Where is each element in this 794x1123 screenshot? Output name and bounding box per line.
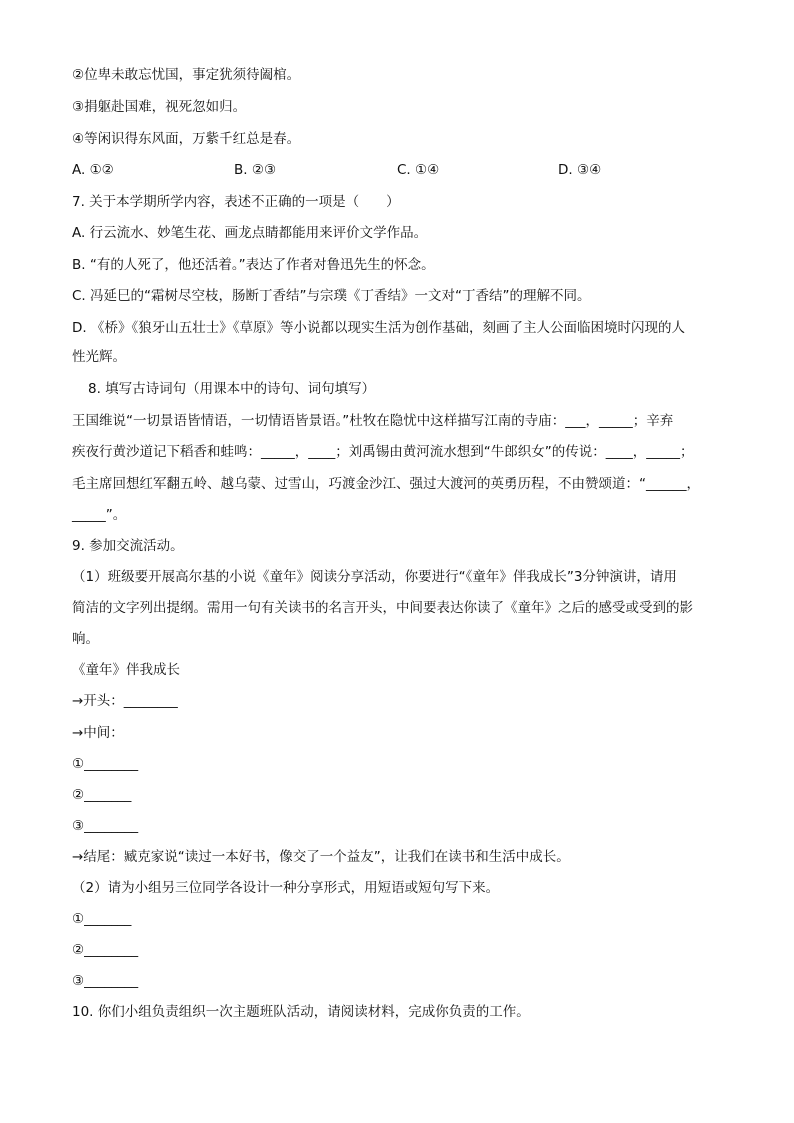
q9-part1-line-2: 简洁的文字列出提纲。需用一句有关读书的名言开头，中间要表达你读了《童年》之后的感受或受到的影 [72,600,693,616]
q9-part2-point-2: ②________ [72,942,139,958]
q7-stem: 7. 关于本学期所学内容，表述不正确的一项是（ ） [72,194,400,210]
q9-stem: 9. 参加交流活动。 [72,538,184,554]
q6-option-b: B. ②③ [234,162,277,178]
q9-outline-point-1: ①________ [72,756,139,772]
q7-option-d-cont: 性光辉。 [72,349,126,365]
q6-option-d: D. ③④ [558,162,602,178]
q9-part1-line-1: （1）班级要开展高尔基的小说《童年》阅读分享活动，你要进行“《童年》伴我成长”3分钟演讲，请用 [72,569,677,585]
q9-part1-line-3: 响。 [72,631,99,647]
q9-outline-title: 《童年》伴我成长 [72,662,180,678]
q7-option-d: D. 《桥》《狼牙山五壮士》《草原》等小说都以现实生活为创作基础，刻画了主人公面临困境时闪现的人 [72,320,685,336]
q7-option-c: C. 冯延巳的“霜树尽空枝，肠断丁香结”与宗璞《丁香结》一文对“丁香结”的理解不同。 [72,288,591,304]
q8-line-3: 毛主席回想红军翻五岭、越乌蒙、过雪山，巧渡金沙江、强过大渡河的英勇历程，不由赞颂道：“______， [72,476,700,492]
q6-item-3: ③捐躯赴国难，视死忽如归。 [72,99,247,115]
q6-option-c: C. ①④ [397,162,440,178]
q6-item-2: ②位卑未敢忘忧国，事定犹须待阖棺。 [72,67,301,83]
q10-stem: 10. 你们小组负责组织一次主题班队活动，请阅读材料，完成你负责的工作。 [72,1004,530,1020]
q6-item-4: ④等闲识得东风面，万紫千红总是春。 [72,131,301,147]
q8-line-2: 疾夜行黄沙道记下稻香和蛙鸣：_____，____；刘禹锡由黄河流水想到“牛郎织女”的传说：____，_____； [72,444,694,460]
q9-part2-point-1: ①_______ [72,911,132,927]
q9-outline-point-2: ②_______ [72,787,132,803]
q9-outline-start: →开头：________ [72,693,178,709]
q9-part2-stem: （2）请为小组另三位同学各设计一种分享形式，用短语或短句写下来。 [72,880,500,896]
q7-option-b: B. “有的人死了，他还活着。”表达了作者对鲁迅先生的怀念。 [72,257,435,273]
q7-option-a: A. 行云流水、妙笔生花、画龙点睛都能用来评价文学作品。 [72,225,428,241]
q9-outline-end: →结尾：臧克家说“读过一本好书，像交了一个益友”，让我们在读书和生活中成长。 [72,849,570,865]
q9-outline-point-3: ③________ [72,818,139,834]
q8-line-1: 王国维说“一切景语皆情语，一切情语皆景语。”杜牧在隐忧中这样描写江南的寺庙：___，_____；辛弃 [72,413,674,429]
q9-part2-point-3: ③________ [72,973,139,989]
q6-option-a: A. ①② [72,162,114,178]
q8-stem: 8. 填写古诗词句（用课本中的诗句、词句填写） [88,381,376,397]
q6-options [72,161,692,179]
q9-outline-middle: →中间： [72,725,124,741]
q8-line-4: _____”。 [72,507,127,523]
